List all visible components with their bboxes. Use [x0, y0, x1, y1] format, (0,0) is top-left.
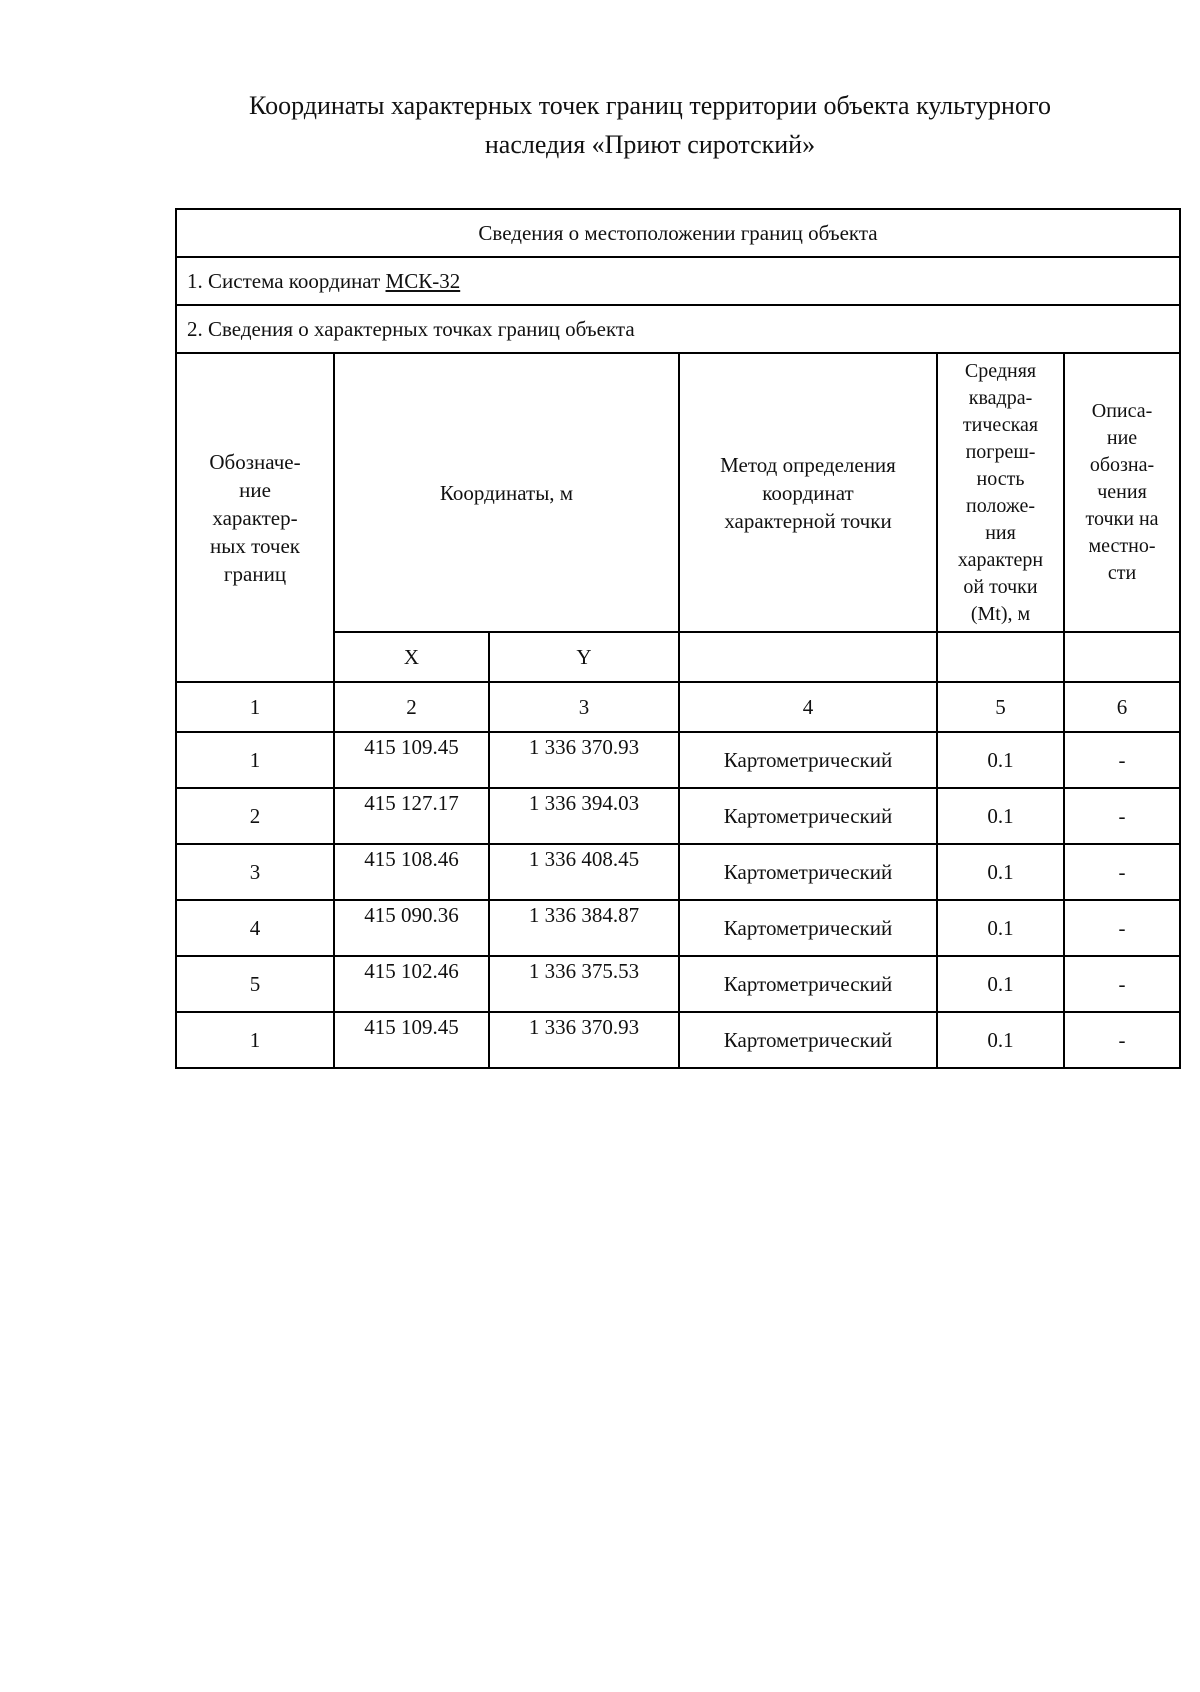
designation-header-line: ных точек — [209, 533, 301, 558]
y-coordinate-cell: 1 336 370.93 — [489, 1012, 679, 1068]
table-row — [176, 732, 1180, 788]
y-coordinate-cell: 1 336 370.93 — [489, 732, 679, 788]
title-line-2: наследия «Приют сиротский» — [484, 130, 816, 159]
error-header — [937, 353, 1064, 632]
method-cell: Картометрический — [679, 900, 937, 956]
x-header: X — [334, 632, 489, 682]
mt-error-cell: 0.1 — [937, 788, 1064, 844]
column-number: 6 — [1064, 682, 1180, 732]
error-header-line: ния — [985, 521, 1016, 544]
points-info-row — [176, 305, 1180, 353]
description-cell: - — [1064, 732, 1180, 788]
error-header-line: ой точки — [963, 575, 1038, 598]
description-subheader-empty — [1064, 632, 1180, 682]
coord-system-cell — [176, 257, 1180, 305]
coord-system-row — [176, 257, 1180, 305]
coordinates-table — [175, 208, 1181, 1069]
mt-error-cell: 0.1 — [937, 1012, 1064, 1068]
point-cell: 5 — [176, 956, 334, 1012]
description-header-line: обозна- — [1089, 454, 1155, 476]
x-coordinate-cell: 415 108.46 — [334, 844, 489, 900]
error-header-line: тическая — [962, 413, 1039, 436]
x-coordinate-cell: 415 109.45 — [334, 732, 489, 788]
y-coordinate-cell: 1 336 408.45 — [489, 844, 679, 900]
description-header-line: точки на — [1085, 508, 1159, 530]
point-cell: 1 — [176, 1012, 334, 1068]
method-header-line: характерной точки — [724, 508, 892, 533]
description-header-line: ние — [1106, 427, 1138, 449]
error-header-line: квадра- — [968, 386, 1033, 409]
x-coordinate-cell: 415 090.36 — [334, 900, 489, 956]
designation-header-line: характер- — [212, 505, 298, 530]
designation-header — [176, 353, 334, 682]
point-cell: 1 — [176, 732, 334, 788]
designation-header-line: Обозначе- — [209, 449, 301, 474]
document-title — [150, 86, 1150, 164]
error-header-line: Средняя — [964, 359, 1037, 382]
column-number: 5 — [937, 682, 1064, 732]
designation-header-line: границ — [223, 561, 287, 586]
mt-error-cell: 0.1 — [937, 732, 1064, 788]
points-info: 2. Сведения о характерных точках границ объекта — [176, 305, 1180, 353]
y-coordinate-cell: 1 336 375.53 — [489, 956, 679, 1012]
x-coordinate-cell: 415 102.46 — [334, 956, 489, 1012]
method-header-line: Метод определения — [720, 452, 896, 477]
method-subheader-empty — [679, 632, 937, 682]
description-cell: - — [1064, 956, 1180, 1012]
description-header-line: чения — [1097, 481, 1147, 503]
x-coordinate-cell: 415 109.45 — [334, 1012, 489, 1068]
method-cell: Картометрический — [679, 788, 937, 844]
table-row — [176, 900, 1180, 956]
error-header-line: (Mt), м — [970, 602, 1031, 625]
y-coordinate-cell: 1 336 394.03 — [489, 788, 679, 844]
description-header — [1064, 353, 1180, 632]
description-header-line: сти — [1107, 562, 1137, 584]
error-header-line: положе- — [965, 494, 1035, 517]
method-cell: Картометрический — [679, 844, 937, 900]
column-header-row — [176, 353, 1180, 632]
table-row — [176, 1012, 1180, 1068]
description-cell: - — [1064, 1012, 1180, 1068]
description-cell: - — [1064, 788, 1180, 844]
title-line-1: Координаты характерных точек границ территории объекта культурного — [249, 91, 1051, 120]
method-header-line: координат — [762, 480, 854, 505]
table-row — [176, 788, 1180, 844]
error-subheader-empty — [937, 632, 1064, 682]
description-cell: - — [1064, 900, 1180, 956]
mt-error-cell: 0.1 — [937, 956, 1064, 1012]
section-header-row — [176, 209, 1180, 257]
method-header — [679, 353, 937, 632]
error-header-line: ность — [976, 467, 1025, 490]
error-header-line: погреш- — [965, 440, 1036, 463]
table-row — [176, 956, 1180, 1012]
method-cell: Картометрический — [679, 956, 937, 1012]
table-row — [176, 844, 1180, 900]
y-header: Y — [489, 632, 679, 682]
point-cell: 2 — [176, 788, 334, 844]
column-number: 2 — [334, 682, 489, 732]
coord-system-value: МСК-32 — [385, 268, 461, 293]
error-header-line: характерн — [957, 548, 1044, 571]
designation-header-line: ние — [239, 477, 271, 502]
coord-system-label: 1. Система координат — [187, 268, 386, 293]
column-number: 3 — [489, 682, 679, 732]
y-coordinate-cell: 1 336 384.87 — [489, 900, 679, 956]
section-header: Сведения о местоположении границ объекта — [176, 209, 1180, 257]
point-cell: 4 — [176, 900, 334, 956]
mt-error-cell: 0.1 — [937, 844, 1064, 900]
mt-error-cell: 0.1 — [937, 900, 1064, 956]
method-cell: Картометрический — [679, 1012, 937, 1068]
point-cell: 3 — [176, 844, 334, 900]
column-number: 1 — [176, 682, 334, 732]
description-cell: - — [1064, 844, 1180, 900]
method-cell: Картометрический — [679, 732, 937, 788]
column-number: 4 — [679, 682, 937, 732]
coordinates-header: Координаты, м — [334, 353, 679, 632]
x-coordinate-cell: 415 127.17 — [334, 788, 489, 844]
description-header-line: местно- — [1088, 535, 1156, 557]
column-number-row — [176, 682, 1180, 732]
description-header-line: Описа- — [1091, 400, 1153, 422]
